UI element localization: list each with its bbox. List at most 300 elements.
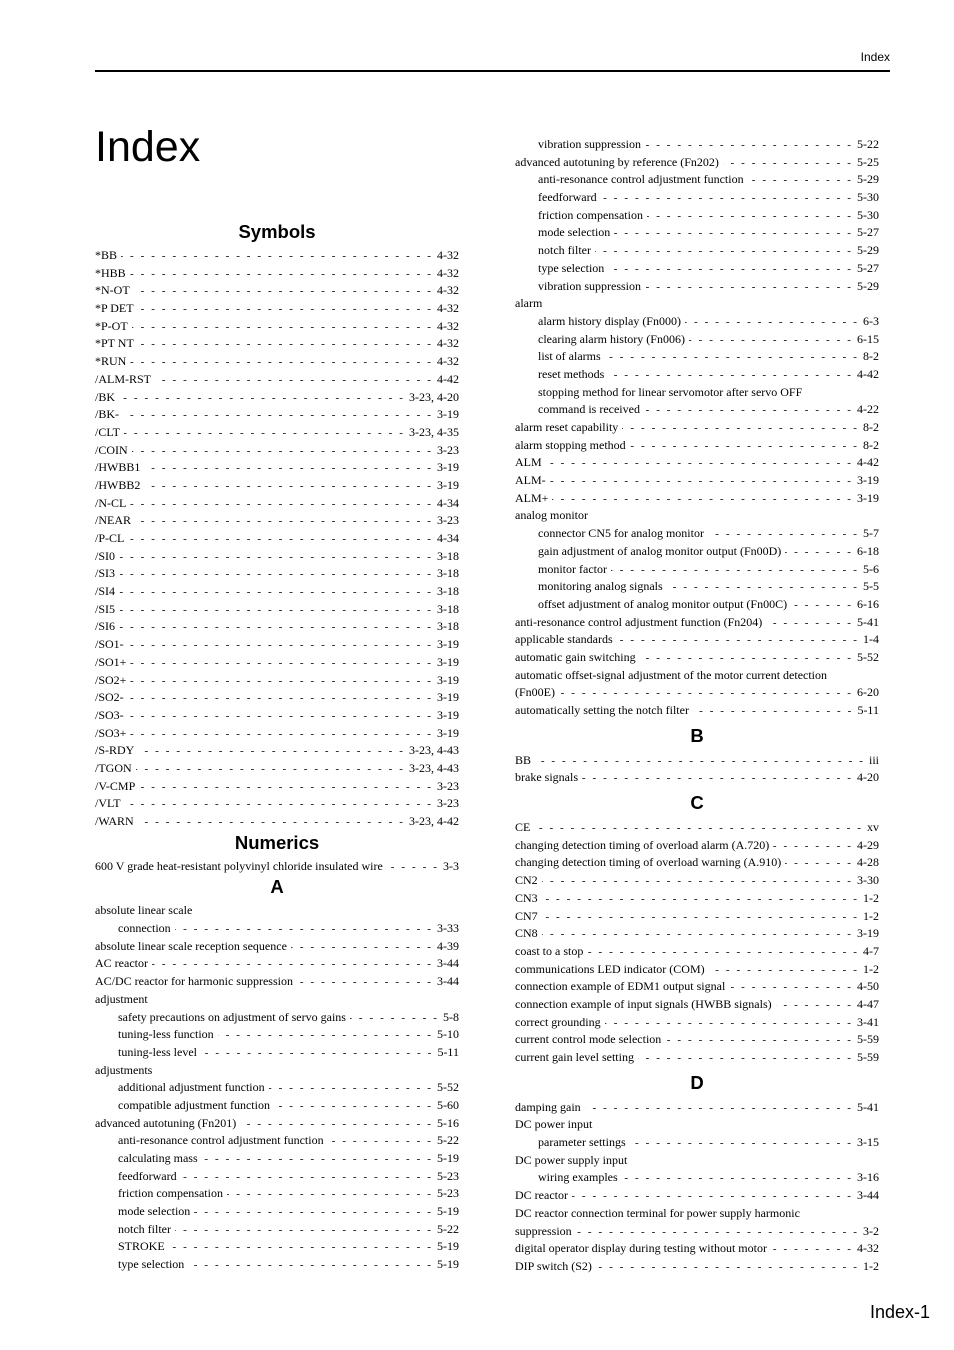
- page-reference: 3-18: [437, 548, 459, 563]
- index-entry: [95, 495, 459, 513]
- section-heading: Symbols: [238, 221, 316, 242]
- dot-leader: [585, 1100, 853, 1118]
- dot-leader: [144, 460, 433, 478]
- index-term: /COIN: [95, 442, 128, 457]
- dot-leader: [138, 814, 405, 832]
- index-term: /SO1-: [95, 637, 124, 652]
- page-reference: 5-30: [857, 207, 879, 222]
- dot-leader: [175, 1222, 433, 1240]
- index-entry: [515, 348, 879, 366]
- dot-leader: [328, 1133, 433, 1151]
- index-entry: [95, 247, 459, 265]
- index-heading-term: absolute linear scale: [95, 903, 193, 918]
- index-entry: [515, 837, 879, 855]
- page-reference: 4-7: [863, 943, 879, 958]
- index-entry: [515, 614, 879, 632]
- page-reference: 5-59: [857, 1050, 879, 1064]
- page-reference: 4-42: [857, 455, 879, 470]
- index-entry: [95, 282, 459, 300]
- page-reference: 1-2: [863, 890, 879, 905]
- header-rule: [95, 70, 890, 72]
- index-term: /ALM-RST: [95, 371, 152, 386]
- index-entry: [95, 654, 459, 672]
- dot-leader: [240, 1116, 433, 1134]
- page-reference: 3-19: [437, 672, 459, 687]
- index-entry: [95, 1256, 459, 1274]
- index-term: /SO3-: [95, 707, 124, 722]
- index-entry: [95, 938, 459, 956]
- index-term: list of alarms: [538, 349, 601, 364]
- index-term: *N-OT: [95, 283, 130, 298]
- page-reference: 4-39: [437, 938, 459, 953]
- dot-leader: [138, 301, 433, 319]
- dot-leader: [291, 939, 433, 957]
- dot-leader: [542, 926, 853, 944]
- index-term: AC/DC reactor for harmonic suppression: [95, 974, 293, 989]
- dot-leader: [125, 796, 433, 814]
- index-entry: [515, 401, 879, 419]
- index-entry: [515, 1240, 879, 1258]
- index-entry: [95, 565, 459, 583]
- index-entry: [515, 854, 879, 872]
- index-term: /SI4: [95, 584, 116, 599]
- page-reference: xv: [867, 820, 879, 835]
- index-entry: [515, 684, 879, 702]
- page-reference: 3-16: [857, 1170, 879, 1185]
- dot-leader: [630, 1135, 853, 1153]
- index-entry: [95, 636, 459, 654]
- page-reference: 5-11: [857, 703, 879, 717]
- index-term: current control mode selection: [515, 1032, 662, 1047]
- dot-leader: [729, 979, 853, 997]
- page-reference: 5-5: [863, 579, 879, 594]
- page-reference: 3-23: [437, 442, 459, 457]
- page-reference: 3-19: [437, 637, 459, 652]
- index-entry: [515, 890, 879, 908]
- dot-leader: [144, 478, 433, 496]
- dot-leader: [608, 367, 853, 385]
- page-reference: 5-19: [437, 1151, 459, 1165]
- page-reference: 3-19: [857, 473, 879, 488]
- dot-leader: [559, 685, 853, 703]
- index-entry: [95, 371, 459, 389]
- index-term: alarm reset capability: [515, 420, 619, 434]
- index-entry: [95, 353, 459, 371]
- index-entry: [515, 769, 879, 787]
- index-term: feedforward: [538, 190, 597, 205]
- page-reference: 3-19: [857, 490, 879, 505]
- index-entry: [95, 1009, 459, 1027]
- dot-leader: [269, 1080, 433, 1098]
- page-reference: 5-29: [857, 243, 879, 258]
- index-entry: [95, 601, 459, 619]
- page-reference: 3-19: [437, 725, 459, 740]
- index-heading-term: adjustment: [95, 991, 148, 1006]
- index-term: /HWBB2: [95, 477, 141, 492]
- index-term: damping gain: [515, 1099, 581, 1114]
- dot-leader: [136, 761, 405, 779]
- index-term: /SO3+: [95, 725, 127, 740]
- page-reference: 3-44: [857, 1188, 879, 1203]
- page-reference: 5-22: [437, 1221, 459, 1236]
- index-entry: [95, 1221, 459, 1239]
- index-entry: [515, 1031, 879, 1049]
- dot-leader: [132, 443, 433, 461]
- index-term: /HWBB1: [95, 460, 141, 475]
- index-entry: [515, 278, 879, 296]
- page-reference: 5-19: [437, 1257, 459, 1272]
- dot-leader: [640, 650, 853, 668]
- index-entry: [95, 530, 459, 548]
- index-entry: [515, 260, 879, 278]
- page-number: Index-1: [869, 1302, 930, 1322]
- page-reference: 4-22: [857, 402, 879, 417]
- index-entry: [515, 171, 879, 189]
- dot-leader: [685, 314, 859, 332]
- page-reference: 3-15: [857, 1135, 879, 1150]
- dot-leader: [645, 279, 853, 297]
- index-term: advanced autotuning (Fn201): [95, 1115, 237, 1130]
- index-heading-term: stopping method for linear servomotor after servo OFF: [538, 384, 803, 399]
- section-heading: B: [690, 724, 704, 746]
- dot-leader: [601, 190, 853, 208]
- dot-leader: [605, 1015, 853, 1033]
- page-reference: 3-23: [437, 513, 459, 528]
- page-reference: 5-10: [437, 1027, 459, 1042]
- index-term: type selection: [538, 260, 605, 275]
- dot-leader: [128, 708, 433, 726]
- page-reference: 3-19: [437, 477, 459, 492]
- page-reference: 5-27: [857, 225, 879, 240]
- dot-leader: [124, 425, 405, 443]
- index-entry: [515, 454, 879, 472]
- index-entry: [515, 207, 879, 225]
- page-reference: 1-2: [863, 961, 879, 976]
- dot-leader: [128, 531, 433, 549]
- page-reference: 3-19: [437, 707, 459, 722]
- index-term: CE: [515, 820, 531, 835]
- index-entry: [95, 424, 459, 442]
- dot-leader: [134, 283, 433, 301]
- dot-leader: [542, 873, 853, 891]
- page-reference: 8-2: [863, 437, 879, 452]
- page-reference: 1-4: [863, 632, 879, 647]
- index-entry: [95, 1044, 459, 1062]
- dot-leader: [689, 332, 853, 350]
- index-entry: [515, 908, 879, 926]
- index-entry: [515, 543, 879, 561]
- index-term: *P DET: [95, 301, 134, 316]
- index-term: vibration suppression: [538, 137, 641, 151]
- index-entry: [95, 389, 459, 407]
- index-entry: [95, 795, 459, 813]
- page-reference: 4-42: [857, 366, 879, 381]
- index-entry: [95, 318, 459, 336]
- dot-leader: [647, 208, 853, 226]
- page-reference: 3-19: [437, 460, 459, 475]
- page-reference: 8-2: [863, 349, 879, 364]
- page-reference: 3-2: [863, 1223, 879, 1238]
- dot-leader: [771, 1241, 853, 1259]
- dot-leader: [123, 407, 433, 425]
- page-reference: 5-22: [437, 1133, 459, 1148]
- index-term: /VLT: [95, 796, 121, 811]
- index-term: ALM+: [515, 490, 549, 505]
- dot-leader: [644, 402, 853, 420]
- dot-leader: [791, 597, 853, 615]
- dot-leader: [572, 1188, 853, 1206]
- page-reference: 3-19: [437, 690, 459, 705]
- index-term: notch filter: [118, 1221, 171, 1236]
- index-entry: [515, 525, 879, 543]
- dot-leader: [534, 820, 863, 838]
- index-entry: [515, 1258, 879, 1276]
- dot-leader: [608, 261, 853, 279]
- dot-leader: [582, 770, 853, 788]
- page-reference: 5-52: [857, 649, 879, 664]
- page-reference: 4-32: [437, 301, 459, 316]
- index-term: /P-CL: [95, 531, 125, 545]
- index-term: compatible adjustment function: [118, 1097, 270, 1112]
- index-entry: [95, 1079, 459, 1097]
- index-term: /CLT: [95, 424, 120, 439]
- page-reference: 4-32: [437, 336, 459, 351]
- index-term: calculating mass: [118, 1151, 198, 1165]
- index-term: friction compensation: [118, 1186, 223, 1201]
- page-reference: 3-18: [437, 601, 459, 616]
- dot-leader: [194, 1204, 433, 1222]
- index-entry: [95, 672, 459, 690]
- index-entry: [95, 725, 459, 743]
- index-entry: [515, 224, 879, 242]
- index-term: tuning-less function: [118, 1027, 214, 1042]
- page-reference: 6-15: [857, 331, 879, 346]
- page-reference: 3-33: [437, 921, 459, 936]
- dot-leader: [155, 372, 433, 390]
- index-entry: [95, 707, 459, 725]
- dot-leader: [181, 1169, 433, 1187]
- index-term: changing detection timing of overload warning (A.910): [515, 855, 782, 870]
- dot-leader: [552, 491, 853, 509]
- page-reference: 6-3: [863, 313, 879, 328]
- dot-leader: [785, 544, 853, 562]
- page-reference: 4-28: [857, 855, 879, 870]
- page-reference: 4-20: [857, 770, 879, 785]
- index-entry: [515, 596, 879, 614]
- page-reference: 5-30: [857, 190, 879, 205]
- index-term: anti-resonance control adjustment function: [118, 1133, 324, 1148]
- dot-leader: [596, 1259, 859, 1277]
- index-entry: [95, 742, 459, 760]
- index-entry: [515, 1187, 879, 1205]
- page-reference: 3-3: [443, 858, 459, 873]
- index-entry: [95, 973, 459, 991]
- index-entry: [515, 961, 879, 979]
- page-reference: 3-23, 4-20: [409, 389, 459, 404]
- index-term: command is received: [538, 402, 640, 417]
- dot-leader: [667, 579, 859, 597]
- dot-leader: [708, 526, 859, 544]
- page-reference: 5-23: [437, 1168, 459, 1183]
- dot-leader: [119, 584, 433, 602]
- index-entry: [515, 1014, 879, 1032]
- page-reference: 3-18: [437, 584, 459, 599]
- dot-leader: [130, 266, 433, 284]
- dot-leader: [542, 891, 859, 909]
- section-heading: Numerics: [234, 831, 320, 853]
- page-reference: 5-19: [437, 1239, 459, 1254]
- index-term: parameter settings: [538, 1135, 626, 1150]
- index-term: reset methods: [538, 366, 605, 381]
- index-term: /SI3: [95, 566, 116, 581]
- index-term: /WARN: [95, 814, 134, 828]
- page-reference: 3-18: [437, 566, 459, 581]
- index-term: ALM: [515, 455, 542, 470]
- index-term: CN8: [515, 926, 538, 941]
- index-entry: [95, 1150, 459, 1168]
- page-reference: 3-23, 4-43: [409, 760, 459, 775]
- index-entry: [515, 1169, 879, 1187]
- index-term: /V-CMP: [95, 778, 136, 793]
- dot-leader: [119, 566, 433, 584]
- index-entry: [515, 631, 879, 649]
- dot-leader: [130, 655, 433, 673]
- index-entry: [515, 561, 879, 579]
- index-entry: [515, 1223, 879, 1241]
- index-term: brake signals: [515, 770, 578, 785]
- index-term: anti-resonance control adjustment function: [538, 172, 744, 187]
- index-entry: [515, 136, 879, 154]
- dot-leader: [709, 962, 859, 980]
- page-reference: 1-2: [863, 908, 879, 923]
- dot-leader: [152, 956, 433, 974]
- index-entry: [95, 1132, 459, 1150]
- index-term: /N-CL: [95, 495, 127, 510]
- index-entry: [95, 618, 459, 636]
- index-entry: [515, 313, 879, 331]
- index-entry: [515, 702, 879, 720]
- index-term: offset adjustment of analog monitor output (Fn00C): [538, 596, 788, 611]
- dot-leader: [132, 319, 433, 337]
- dot-leader: [630, 438, 859, 456]
- index-term: 600 V grade heat-resistant polyvinyl chloride insulated wire: [95, 858, 383, 873]
- page-reference: 5-19: [437, 1204, 459, 1219]
- index-entry: [95, 406, 459, 424]
- index-entry: [515, 752, 879, 770]
- index-term: connection example of input signals (HWBB signals): [515, 996, 772, 1011]
- dot-leader: [130, 673, 433, 691]
- dot-leader: [766, 615, 853, 633]
- dot-leader: [665, 1032, 853, 1050]
- page-reference: 6-18: [857, 543, 879, 558]
- page-reference: 5-60: [437, 1097, 459, 1112]
- page-reference: 4-32: [857, 1241, 879, 1256]
- index-entry: [515, 978, 879, 996]
- index-entry: [515, 1134, 879, 1152]
- page-reference: 5-11: [437, 1044, 459, 1059]
- index-term: connection: [118, 921, 171, 936]
- index-entry: [95, 265, 459, 283]
- index-term: digital operator display during testing without motor: [515, 1241, 767, 1256]
- index-term: vibration suppression: [538, 278, 641, 293]
- index-term: monitoring analog signals: [538, 579, 663, 594]
- index-entry: [95, 1185, 459, 1203]
- index-term: DC reactor: [515, 1188, 568, 1203]
- page-reference: 8-2: [863, 420, 879, 434]
- index-entry: [95, 760, 459, 778]
- index-term: applicable standards: [515, 632, 613, 647]
- dot-leader: [617, 632, 859, 650]
- page-reference: 3-18: [437, 619, 459, 634]
- index-entry: [95, 778, 459, 796]
- index-term: *HBB: [95, 265, 126, 280]
- dot-leader: [785, 855, 853, 873]
- page-reference: 3-23: [437, 778, 459, 793]
- dot-leader: [614, 225, 853, 243]
- dot-leader: [622, 1170, 853, 1188]
- dot-leader: [135, 513, 433, 531]
- page-reference: 5-7: [863, 526, 879, 541]
- page-reference: 6-16: [857, 596, 879, 611]
- index-entry: [515, 366, 879, 384]
- page-reference: 4-34: [437, 531, 459, 545]
- dot-leader: [550, 473, 853, 491]
- page-reference: 3-30: [857, 873, 879, 888]
- index-heading-term: automatic offset-signal adjustment of the motor current detection: [515, 667, 828, 682]
- page-reference: 3-23, 4-42: [409, 814, 459, 828]
- index-term: /SO2+: [95, 672, 127, 687]
- index-entry: [95, 1097, 459, 1115]
- dot-leader: [387, 859, 439, 877]
- dot-leader: [587, 944, 859, 962]
- index-term: coast to a stop: [515, 943, 584, 958]
- dot-leader: [227, 1186, 433, 1204]
- index-entry: [515, 490, 879, 508]
- index-term: /BK: [95, 389, 116, 404]
- index-term: /BK-: [95, 407, 119, 422]
- index-entry: [95, 548, 459, 566]
- dot-leader: [139, 779, 433, 797]
- index-term: *BB: [95, 248, 118, 262]
- index-term: /SO2-: [95, 690, 124, 705]
- dot-leader: [119, 549, 433, 567]
- page-reference: 4-47: [857, 996, 879, 1011]
- section-heading: D: [690, 1071, 704, 1093]
- index-entry: [515, 419, 879, 437]
- page-reference: 3-19: [437, 407, 459, 422]
- index-entry: [95, 858, 459, 876]
- dot-leader: [138, 336, 433, 354]
- index-entry: [515, 819, 879, 837]
- page-reference: 5-29: [857, 172, 879, 187]
- index-term: safety precautions on adjustment of servo gains: [118, 1009, 346, 1024]
- dot-leader: [202, 1151, 433, 1169]
- dot-leader: [188, 1257, 433, 1275]
- index-term: correct grounding: [515, 1014, 601, 1029]
- dot-leader: [175, 921, 433, 939]
- index-term: connector CN5 for analog monitor: [538, 526, 704, 541]
- index-term: /S-RDY: [95, 743, 135, 758]
- index-term: alarm history display (Fn000): [538, 313, 681, 328]
- page-reference: 5-59: [857, 1032, 879, 1047]
- index-entry: [515, 996, 879, 1014]
- index-term: /SI0: [95, 548, 116, 563]
- index-term: type selection: [118, 1257, 185, 1272]
- index-term: wiring examples: [538, 1170, 618, 1185]
- index-term: tuning-less level: [118, 1044, 197, 1059]
- page-reference: iii: [868, 752, 879, 767]
- page-reference: 4-34: [437, 495, 459, 510]
